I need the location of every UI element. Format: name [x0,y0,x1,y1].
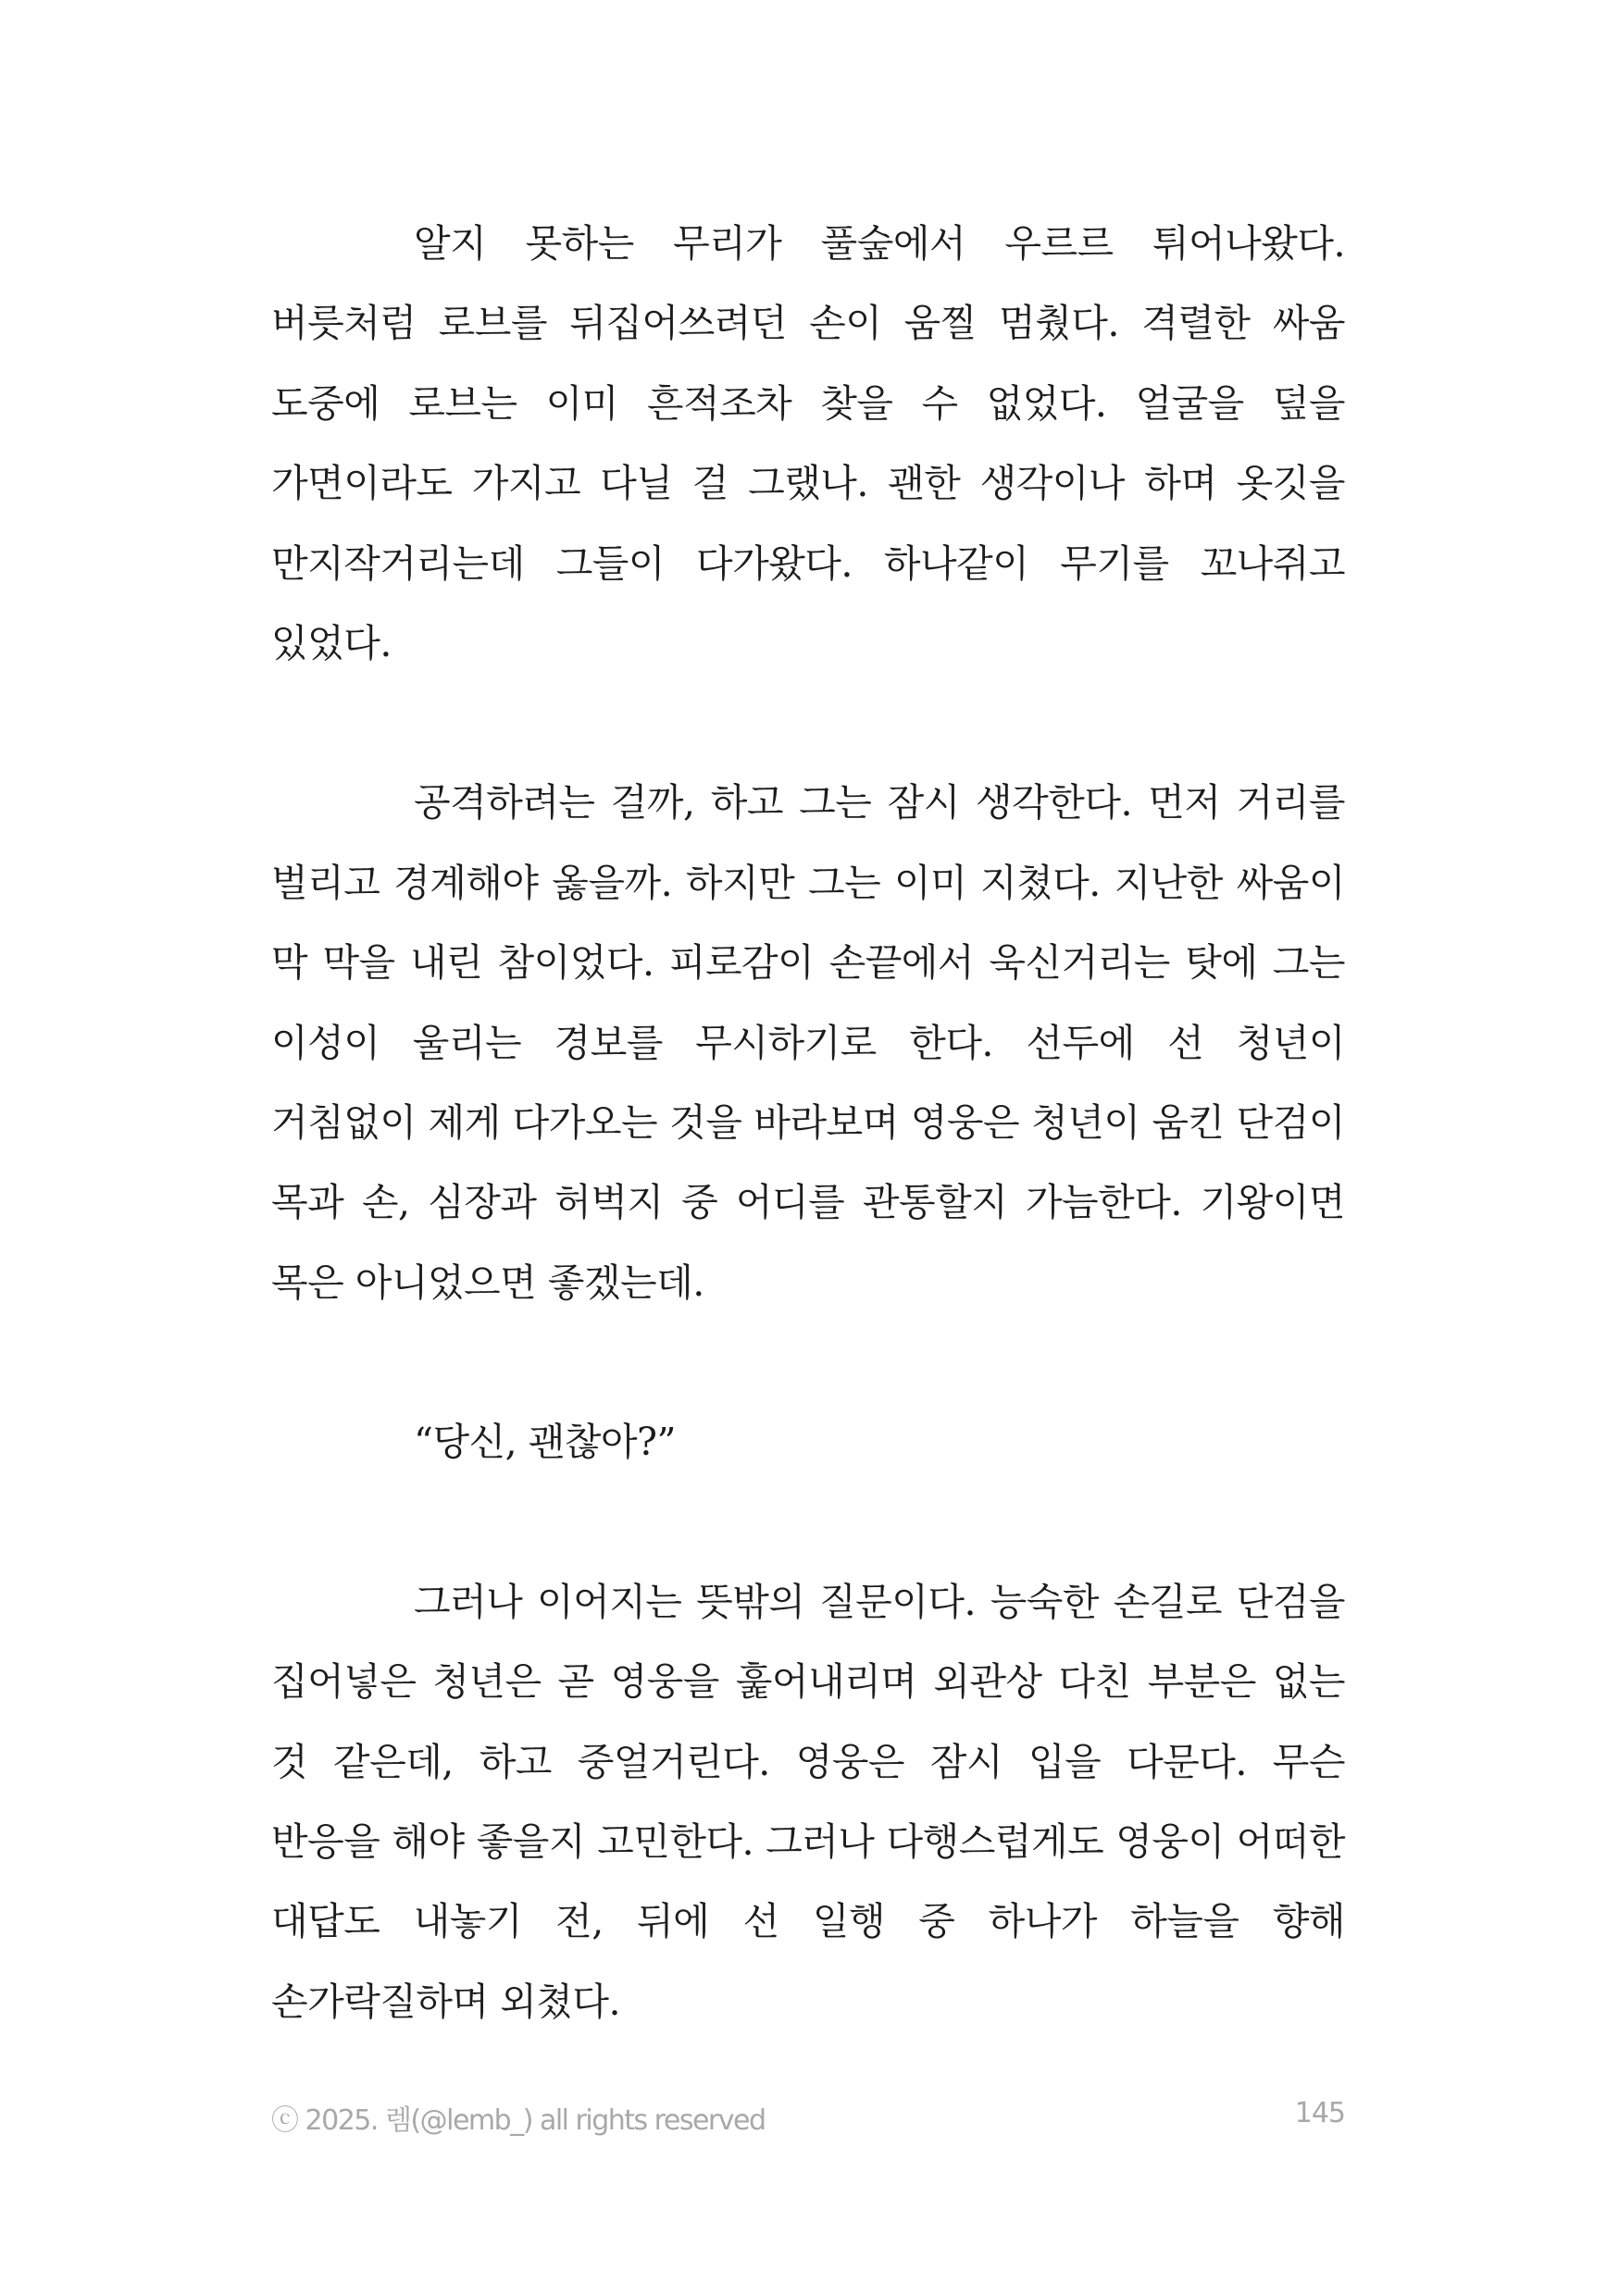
paragraph-3: 그러나 이어지는 뜻밖의 질문이다. 능숙한 손길로 단검을 집어넣은 청년은 곧 영웅을 훑어내리며 외관상 다친 부분은 없는 것 같은데, 하고 중얼거린다. 영웅은 잠시 입을 다문다. 무슨 반응을 해야 좋을지 고민한다. 그러나 다행스럽게도 영웅이 어떠한 대답도 내놓기 전, 뒤에 선 일행 중 하나가 하늘을 향해 손가락질하며 외쳤다. [271,1579,1345,2024]
paragraph-gap [271,1322,1345,1402]
dialogue-line: “당신, 괜찮아?” [414,1420,676,1465]
paragraph-1: 알지 못하는 무리가 풀숲에서 우르르 튀어나왔다. 버릇처럼 로브를 뒤집어쓰려던 손이 움찔 멈췄다. 격렬한 싸움 도중에 로브는 이미 흔적조차 찾을 수 없었다. 얼굴을 덮을 가면이라도 가지고 다닐 걸 그랬나. 괜한 생각이나 하며 옷깃을 만지작거리는데 그들이 다가왔다. 하나같이 무기를 꼬나쥐고 있었다. [271,221,1345,666]
page-number: 145 [1294,2097,1345,2129]
paragraph-2: 공격하려는 걸까, 하고 그는 잠시 생각한다. 먼저 거리를 벌리고 경계해야 옳을까. 하지만 그는 이미 지쳤다. 지난한 싸움이 막 막을 내린 참이었다. 피로감이 손끝에서 욱신거리는 탓에 그는 이성이 울리는 경보를 무시하기로 한다. 선두에 선 청년이 거침없이 제게 다가오는 것을 바라보며 영웅은 청년이 움킨 단검이 목과 손, 심장과 허벅지 중 어디를 관통할지 가늠한다. 기왕이면 목은 아니었으면 좋겠는데. [271,780,1345,1305]
footer-copyright: ⓒ 2025. 렘(@lemb_) all rights reserved [271,2104,766,2137]
paragraph-gap [271,1483,1345,1562]
page-body [271,204,1345,2042]
paragraph-gap [271,683,1345,763]
